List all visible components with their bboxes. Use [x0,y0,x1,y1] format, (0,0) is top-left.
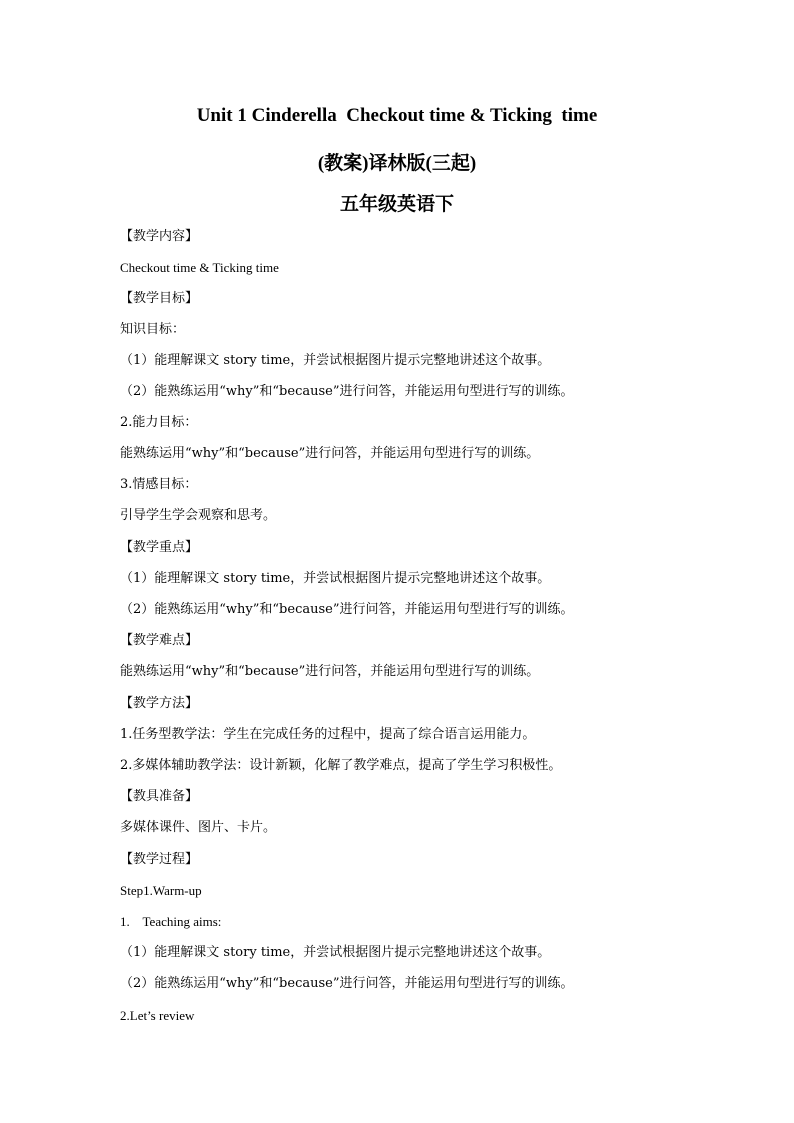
section-heading-materials: 【教具准备】 [120,789,199,804]
section-heading-objectives: 【教学目标】 [120,291,199,306]
section-heading-key-points: 【教学重点】 [120,540,199,555]
method-item: 1.任务型教学法：学生在完成任务的过程中，提高了综合语言运用能力。 [120,727,536,742]
key-point-item: （2）能熟练运用“why”和“because”进行问答，并能运用句型进行写的训练。 [120,602,574,617]
aim-item: （1）能理解课文 story time，并尝试根据图片提示完整地讲述这个故事。 [120,945,551,960]
document-subtitle: (教案)译林版(三起) [317,153,477,174]
review-label: 2.Let’s review [120,1008,195,1023]
objective-item: （2）能熟练运用“why”和“because”进行问答，并能运用句型进行写的训练。 [120,384,574,399]
difficulty-text: 能熟练运用“why”和“because”进行问答，并能运用句型进行写的训练。 [120,664,540,679]
section-heading-process: 【教学过程】 [120,852,199,867]
key-point-item: （1）能理解课文 story time，并尝试根据图片提示完整地讲述这个故事。 [120,571,551,586]
method-item: 2.多媒体辅助教学法：设计新颖，化解了教学难点，提高了学生学习积极性。 [120,758,562,773]
knowledge-objectives-label: 知识目标： [120,322,186,337]
document-title: Unit 1 Cinderella Checkout time & Ticking time [196,105,598,126]
section-heading-methods: 【教学方法】 [120,696,199,711]
ability-objectives-label: 2.能力目标： [120,415,198,430]
materials-text: 多媒体课件、图片、卡片。 [120,820,277,835]
document-grade-title: 五年级英语下 [339,194,454,215]
aim-item: （2）能熟练运用“why”和“because”进行问答，并能运用句型进行写的训练。 [120,976,574,991]
content-text: Checkout time & Ticking time [120,260,279,275]
emotional-objective-text: 引导学生学会观察和思考。 [120,508,277,523]
objective-item: （1）能理解课文 story time，并尝试根据图片提示完整地讲述这个故事。 [120,353,551,368]
teaching-aims-label: 1. Teaching aims: [120,914,222,929]
section-heading-content: 【教学内容】 [120,229,199,244]
ability-objective-text: 能熟练运用“why”和“because”进行问答，并能运用句型进行写的训练。 [120,446,540,461]
section-heading-difficulties: 【教学难点】 [120,633,199,648]
step-heading: Step1.Warm-up [120,883,202,898]
emotional-objectives-label: 3.情感目标： [120,477,198,492]
